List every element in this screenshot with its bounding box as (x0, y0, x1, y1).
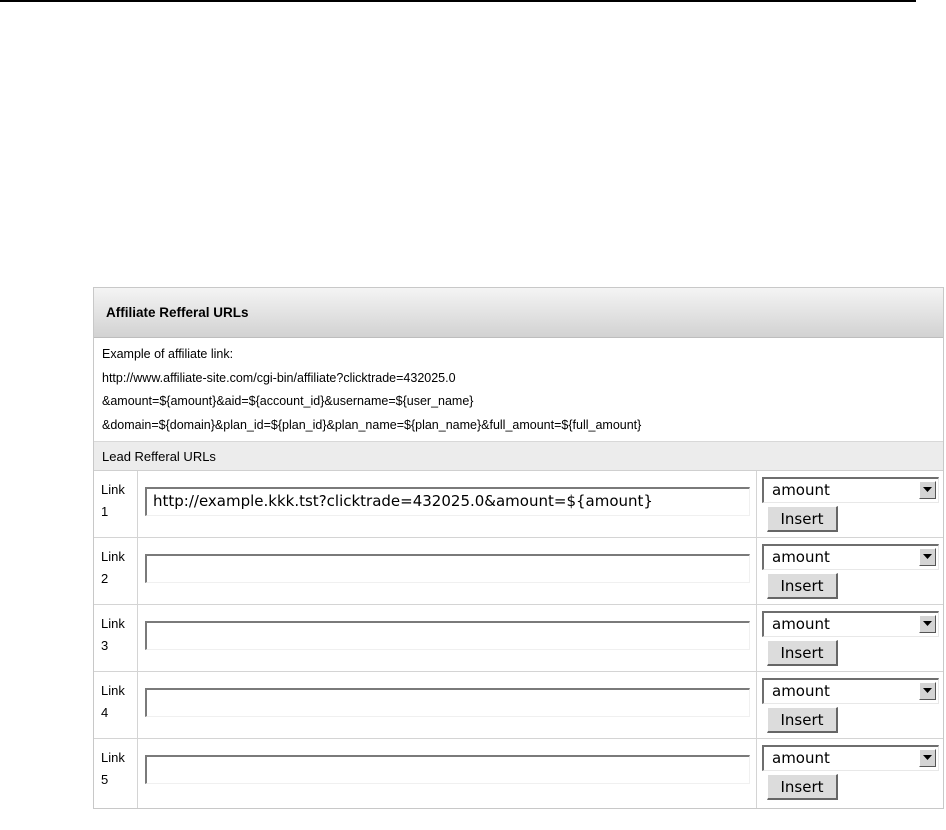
link-row-2 (94, 538, 943, 605)
select-value: amount (772, 749, 830, 767)
link-row-5 (94, 739, 943, 808)
link-label-word: Link (101, 750, 125, 765)
link-url-input-3[interactable] (145, 621, 750, 650)
link-label (94, 471, 138, 537)
link-row-3 (94, 605, 943, 672)
link-label-word: Link (101, 616, 125, 631)
link-input-cell (138, 739, 757, 808)
select-value: amount (772, 481, 830, 499)
chevron-down-icon[interactable] (919, 749, 936, 767)
link-controls (757, 672, 943, 738)
variable-select-2[interactable] (762, 544, 939, 570)
link-url-input-5[interactable] (145, 755, 750, 784)
insert-button-1[interactable]: Insert (767, 506, 838, 532)
example-line: Example of affiliate link: (102, 347, 234, 361)
link-input-cell (138, 605, 757, 671)
chevron-down-icon[interactable] (919, 615, 936, 633)
select-value: amount (772, 615, 830, 633)
chevron-down-icon[interactable] (919, 548, 936, 566)
link-controls (757, 538, 943, 604)
link-label (94, 739, 138, 808)
link-label-number: 1 (101, 504, 109, 519)
link-row-1 (94, 471, 943, 538)
chevron-down-icon[interactable] (919, 682, 936, 700)
select-value: amount (772, 682, 830, 700)
insert-button-2[interactable]: Insert (767, 573, 838, 599)
insert-button-4[interactable]: Insert (767, 707, 838, 733)
link-input-cell (138, 538, 757, 604)
link-label-number: 3 (101, 638, 109, 653)
link-rows (94, 471, 943, 808)
example-block (94, 338, 943, 442)
insert-button-3[interactable]: Insert (767, 640, 838, 666)
link-controls (757, 471, 943, 537)
top-divider (0, 0, 916, 2)
link-label (94, 538, 138, 604)
variable-select-1[interactable] (762, 477, 939, 503)
chevron-down-icon[interactable] (919, 481, 936, 499)
link-input-cell (138, 672, 757, 738)
link-controls (757, 605, 943, 671)
example-line: &amount=${amount}&aid=${account_id}&username=${user_name} (102, 394, 474, 408)
link-label-word: Link (101, 683, 125, 698)
example-line: http://www.affiliate-site.com/cgi-bin/affiliate?clicktrade=432025.0 (102, 370, 456, 385)
select-value: amount (772, 548, 830, 566)
link-row-4 (94, 672, 943, 739)
example-line: &domain=${domain}&plan_id=${plan_id}&plan_name=${plan_name}&full_amount=${full_amount} (102, 417, 642, 432)
link-url-input-1[interactable]: http://example.kkk.tst?clicktrade=432025.0&amount=${amount} (145, 487, 750, 516)
link-label-word: Link (101, 482, 125, 497)
link-url-input-4[interactable] (145, 688, 750, 717)
link-label-number: 4 (101, 705, 109, 720)
lead-referral-header: Lead Refferal URLs (94, 442, 943, 471)
variable-select-3[interactable] (762, 611, 939, 637)
insert-button-5[interactable]: Insert (767, 774, 838, 800)
link-url-input-2[interactable] (145, 554, 750, 583)
variable-select-4[interactable] (762, 678, 939, 704)
variable-select-5[interactable] (762, 745, 939, 771)
link-label-number: 5 (101, 772, 109, 787)
link-label-number: 2 (101, 571, 109, 586)
link-label (94, 605, 138, 671)
link-label (94, 672, 138, 738)
link-label-word: Link (101, 549, 125, 564)
link-controls (757, 739, 943, 808)
panel-title: Affiliate Refferal URLs (94, 288, 943, 338)
affiliate-referral-panel (93, 287, 944, 809)
link-input-cell (138, 471, 757, 537)
